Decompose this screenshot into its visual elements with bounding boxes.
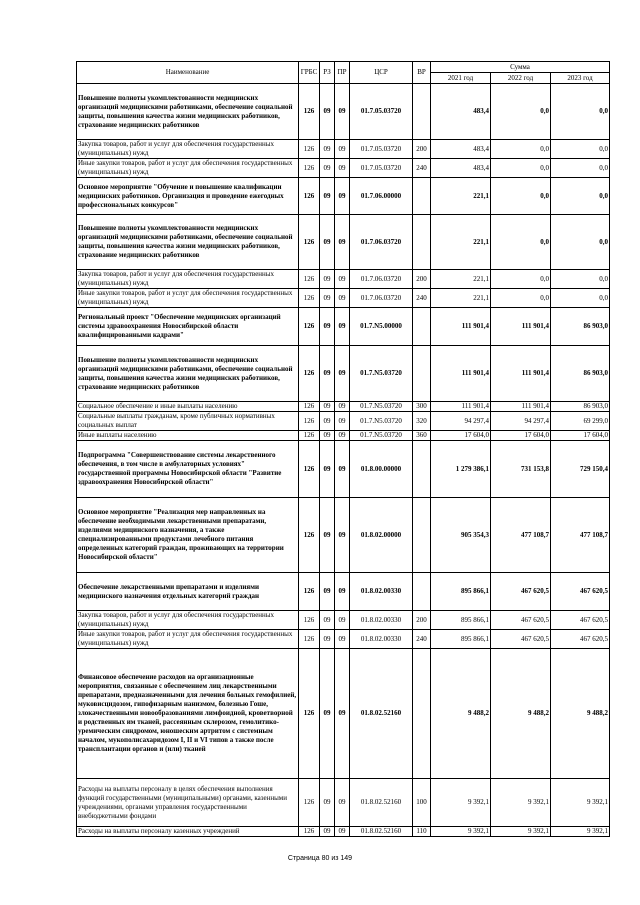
row-vr <box>413 215 431 270</box>
row-csr: 01.7.N5.03720 <box>350 346 413 402</box>
row-sum-2023: 86 903,0 <box>551 346 610 402</box>
row-pr: 09 <box>335 178 350 215</box>
row-name: Социальные выплаты гражданам, кроме публичных нормативных социальных выплат <box>77 412 299 431</box>
row-csr: 01.8.02.00330 <box>350 611 413 630</box>
row-csr: 01.8.02.52160 <box>350 779 413 827</box>
row-name: Расходы на выплаты персоналу казенных учреждений <box>77 827 299 837</box>
row-name: Повышение полноты укомплектованности медицинских организаций медицинскими работниками, обеспечение социальной защиты, повышения качества жизни медицинских работников, страхование медицинских работников <box>77 215 299 270</box>
table-row <box>77 441 610 498</box>
header-year-2023: 2023 год <box>551 73 610 84</box>
row-name: Основное мероприятие "Обучение и повышение квалификации медицинских работников. Организация и проведение ежегодных профессиональных конкурсов" <box>77 178 299 215</box>
row-csr: 01.8.02.00330 <box>350 630 413 649</box>
row-csr: 01.7.05.03720 <box>350 84 413 140</box>
row-sum-2022: 17 604,0 <box>491 431 551 441</box>
row-csr: 01.7.N5.03720 <box>350 431 413 441</box>
row-pr: 09 <box>335 159 350 178</box>
row-rz: 09 <box>320 402 335 412</box>
row-sum-2023: 0,0 <box>551 178 610 215</box>
row-sum-2022: 9 392,1 <box>491 779 551 827</box>
row-rz: 09 <box>320 441 335 498</box>
row-csr: 01.7.06.03720 <box>350 270 413 289</box>
row-sum-2021: 9 488,2 <box>431 649 491 779</box>
row-csr: 01.7.05.03720 <box>350 159 413 178</box>
row-csr: 01.8.02.52160 <box>350 827 413 837</box>
row-sum-2022: 731 153,8 <box>491 441 551 498</box>
row-sum-2021: 111 901,4 <box>431 308 491 346</box>
row-grbs: 126 <box>299 573 320 611</box>
row-sum-2021: 9 392,1 <box>431 779 491 827</box>
row-vr: 110 <box>413 827 431 837</box>
row-sum-2021: 1 279 386,1 <box>431 441 491 498</box>
row-sum-2023: 17 604,0 <box>551 431 610 441</box>
row-vr: 240 <box>413 630 431 649</box>
table-row <box>77 412 610 431</box>
row-pr: 09 <box>335 346 350 402</box>
table-row <box>77 346 610 402</box>
table-body <box>77 84 610 837</box>
row-vr: 100 <box>413 779 431 827</box>
row-pr: 09 <box>335 402 350 412</box>
row-sum-2023: 729 150,4 <box>551 441 610 498</box>
row-grbs: 126 <box>299 140 320 159</box>
row-name: Расходы на выплаты персоналу в целях обеспечения выполнения функций государственными (муниципальными) органами, казенными учреждениями, органами управления государственными внебюджетными фондами <box>77 779 299 827</box>
table-row <box>77 630 610 649</box>
row-sum-2023: 86 903,0 <box>551 308 610 346</box>
row-name: Обеспечение лекарственными препаратами и изделиями медицинского назначения отдельных категорий граждан <box>77 573 299 611</box>
row-sum-2022: 111 901,4 <box>491 402 551 412</box>
table-row <box>77 84 610 140</box>
row-pr: 09 <box>335 649 350 779</box>
row-sum-2022: 111 901,4 <box>491 346 551 402</box>
row-pr: 09 <box>335 412 350 431</box>
row-sum-2023: 9 392,1 <box>551 827 610 837</box>
row-sum-2022: 467 620,5 <box>491 630 551 649</box>
table-row <box>77 215 610 270</box>
row-csr: 01.7.05.03720 <box>350 140 413 159</box>
row-rz: 09 <box>320 649 335 779</box>
row-rz: 09 <box>320 611 335 630</box>
header-vr: ВР <box>413 62 431 84</box>
row-sum-2023: 477 108,7 <box>551 498 610 573</box>
row-pr: 09 <box>335 140 350 159</box>
row-vr <box>413 573 431 611</box>
row-sum-2021: 483,4 <box>431 140 491 159</box>
row-rz: 09 <box>320 215 335 270</box>
row-pr: 09 <box>335 827 350 837</box>
row-csr: 01.7.06.00000 <box>350 178 413 215</box>
row-sum-2022: 0,0 <box>491 270 551 289</box>
table-row <box>77 431 610 441</box>
row-sum-2023: 0,0 <box>551 270 610 289</box>
header-grbs: ГРБС <box>299 62 320 84</box>
row-sum-2021: 483,4 <box>431 84 491 140</box>
page-number: Страница 80 из 149 <box>287 855 353 862</box>
row-vr: 360 <box>413 431 431 441</box>
row-vr: 240 <box>413 289 431 308</box>
row-pr: 09 <box>335 215 350 270</box>
row-vr: 200 <box>413 270 431 289</box>
row-grbs: 126 <box>299 649 320 779</box>
row-csr: 01.8.02.00000 <box>350 498 413 573</box>
row-csr: 01.8.00.00000 <box>350 441 413 498</box>
table-row <box>77 573 610 611</box>
row-name: Иные закупки товаров, работ и услуг для обеспечения государственных (муниципальных) нужд <box>77 159 299 178</box>
row-pr: 09 <box>335 779 350 827</box>
row-grbs: 126 <box>299 178 320 215</box>
row-sum-2021: 17 604,0 <box>431 431 491 441</box>
row-sum-2021: 94 297,4 <box>431 412 491 431</box>
row-pr: 09 <box>335 573 350 611</box>
row-csr: 01.7.06.03720 <box>350 215 413 270</box>
row-grbs: 126 <box>299 402 320 412</box>
row-sum-2021: 905 354,3 <box>431 498 491 573</box>
table-row <box>77 159 610 178</box>
table-row <box>77 649 610 779</box>
row-sum-2021: 111 901,4 <box>431 402 491 412</box>
row-name: Закупка товаров, работ и услуг для обеспечения государственных (муниципальных) нужд <box>77 611 299 630</box>
row-sum-2021: 221,1 <box>431 215 491 270</box>
table-row <box>77 178 610 215</box>
row-name: Повышение полноты укомплектованности медицинских организаций медицинскими работниками, обеспечение социальной защиты, повышения качества жизни медицинских работников, страхование медицинских работников <box>77 346 299 402</box>
row-grbs: 126 <box>299 412 320 431</box>
row-grbs: 126 <box>299 159 320 178</box>
row-rz: 09 <box>320 630 335 649</box>
row-sum-2023: 0,0 <box>551 289 610 308</box>
header-sum: Сумма <box>431 62 610 73</box>
row-sum-2021: 221,1 <box>431 270 491 289</box>
row-grbs: 126 <box>299 498 320 573</box>
row-csr: 01.8.02.00330 <box>350 573 413 611</box>
row-grbs: 126 <box>299 215 320 270</box>
row-grbs: 126 <box>299 441 320 498</box>
table-header <box>77 62 610 84</box>
row-pr: 09 <box>335 289 350 308</box>
row-sum-2021: 221,1 <box>431 289 491 308</box>
table-row <box>77 270 610 289</box>
row-rz: 09 <box>320 412 335 431</box>
row-sum-2023: 467 620,5 <box>551 630 610 649</box>
row-name: Иные закупки товаров, работ и услуг для обеспечения государственных (муниципальных) нужд <box>77 289 299 308</box>
table-row <box>77 140 610 159</box>
row-name: Финансовое обеспечение расходов на организационные мероприятия, связанные с обеспечением лиц лекарственными препаратами, предназначенными для лечения больных гемофилией, муковисцидозом, гипофизарным нанизмом, болезнью Гоше, злокачественными новообразованиями лимфоидной, кроветворной и родственных им тканей, рассеянным склерозом, гемолитико-уремическим синдромом, юношеским артритом с системным началом, мукополисахаридозом I, II и VI типов а также после трансплантации органов и (или) тканей <box>77 649 299 779</box>
row-rz: 09 <box>320 84 335 140</box>
row-name: Основное мероприятие "Реализация мер направленных на обеспечение необходимыми лекарственными препаратами, изделиями медицинского назначения, а также специализированными продуктами лечебного питания определенных категорий граждан, проживающих на территории Новосибирской области" <box>77 498 299 573</box>
row-pr: 09 <box>335 308 350 346</box>
row-sum-2022: 477 108,7 <box>491 498 551 573</box>
row-sum-2022: 0,0 <box>491 289 551 308</box>
row-sum-2022: 0,0 <box>491 215 551 270</box>
row-rz: 09 <box>320 498 335 573</box>
row-rz: 09 <box>320 159 335 178</box>
row-grbs: 126 <box>299 308 320 346</box>
row-vr <box>413 308 431 346</box>
row-sum-2023: 0,0 <box>551 84 610 140</box>
row-sum-2021: 221,1 <box>431 178 491 215</box>
row-sum-2023: 9 488,2 <box>551 649 610 779</box>
row-grbs: 126 <box>299 346 320 402</box>
row-name: Иные закупки товаров, работ и услуг для обеспечения государственных (муниципальных) нужд <box>77 630 299 649</box>
row-sum-2022: 467 620,5 <box>491 573 551 611</box>
row-name: Закупка товаров, работ и услуг для обеспечения государственных (муниципальных) нужд <box>77 140 299 159</box>
header-csr: ЦСР <box>350 62 413 84</box>
row-vr <box>413 441 431 498</box>
row-rz: 09 <box>320 270 335 289</box>
row-vr <box>413 84 431 140</box>
row-sum-2022: 9 488,2 <box>491 649 551 779</box>
row-grbs: 126 <box>299 779 320 827</box>
row-rz: 09 <box>320 573 335 611</box>
row-csr: 01.7.N5.03720 <box>350 402 413 412</box>
row-sum-2021: 9 392,1 <box>431 827 491 837</box>
row-grbs: 126 <box>299 431 320 441</box>
row-sum-2023: 0,0 <box>551 140 610 159</box>
table-row <box>77 498 610 573</box>
row-vr: 240 <box>413 159 431 178</box>
row-sum-2023: 69 299,0 <box>551 412 610 431</box>
table-row <box>77 289 610 308</box>
row-sum-2023: 9 392,1 <box>551 779 610 827</box>
row-sum-2021: 895 866,1 <box>431 630 491 649</box>
row-sum-2022: 0,0 <box>491 159 551 178</box>
row-rz: 09 <box>320 431 335 441</box>
row-sum-2023: 0,0 <box>551 159 610 178</box>
row-sum-2021: 111 901,4 <box>431 346 491 402</box>
row-rz: 09 <box>320 178 335 215</box>
row-vr <box>413 498 431 573</box>
row-vr <box>413 178 431 215</box>
row-pr: 09 <box>335 498 350 573</box>
row-grbs: 126 <box>299 270 320 289</box>
table-row <box>77 402 610 412</box>
row-rz: 09 <box>320 140 335 159</box>
row-grbs: 126 <box>299 611 320 630</box>
row-name: Региональный проект "Обеспечение медицинских организаций системы здравоохранения Новосибирской области квалифицированными кадрами" <box>77 308 299 346</box>
row-name: Социальное обеспечение и иные выплаты населению <box>77 402 299 412</box>
row-sum-2021: 895 866,1 <box>431 573 491 611</box>
row-sum-2023: 467 620,5 <box>551 611 610 630</box>
row-csr: 01.7.N5.00000 <box>350 308 413 346</box>
table-row <box>77 779 610 827</box>
row-rz: 09 <box>320 827 335 837</box>
row-csr: 01.8.02.52160 <box>350 649 413 779</box>
row-grbs: 126 <box>299 827 320 837</box>
row-vr <box>413 649 431 779</box>
row-name: Иные выплаты населению <box>77 431 299 441</box>
row-vr: 200 <box>413 611 431 630</box>
table-row <box>77 308 610 346</box>
table-row <box>77 611 610 630</box>
row-sum-2022: 9 392,1 <box>491 827 551 837</box>
row-sum-2022: 111 901,4 <box>491 308 551 346</box>
row-sum-2022: 0,0 <box>491 84 551 140</box>
header-rz: РЗ <box>320 62 335 84</box>
row-vr: 300 <box>413 402 431 412</box>
row-sum-2023: 86 903,0 <box>551 402 610 412</box>
row-pr: 09 <box>335 431 350 441</box>
row-sum-2022: 0,0 <box>491 140 551 159</box>
header-year-2022: 2022 год <box>491 73 551 84</box>
row-grbs: 126 <box>299 84 320 140</box>
row-vr: 320 <box>413 412 431 431</box>
row-csr: 01.7.06.03720 <box>350 289 413 308</box>
row-sum-2022: 0,0 <box>491 178 551 215</box>
row-vr <box>413 346 431 402</box>
row-sum-2021: 895 866,1 <box>431 611 491 630</box>
row-rz: 09 <box>320 346 335 402</box>
row-grbs: 126 <box>299 630 320 649</box>
row-sum-2022: 467 620,5 <box>491 611 551 630</box>
row-name: Подпрограмма "Совершенствование системы лекарственного обеспечения, в том числе в амбулаторных условиях" государственной программы Новосибирской области "Развитие здравоохранения Новосибирской области" <box>77 441 299 498</box>
row-pr: 09 <box>335 84 350 140</box>
table-row <box>77 827 610 837</box>
row-rz: 09 <box>320 289 335 308</box>
row-grbs: 126 <box>299 289 320 308</box>
row-sum-2023: 467 620,5 <box>551 573 610 611</box>
header-name: Наименование <box>77 62 299 84</box>
row-sum-2023: 0,0 <box>551 215 610 270</box>
row-pr: 09 <box>335 441 350 498</box>
row-vr: 200 <box>413 140 431 159</box>
header-pr: ПР <box>335 62 350 84</box>
row-csr: 01.7.N5.03720 <box>350 412 413 431</box>
row-pr: 09 <box>335 270 350 289</box>
row-sum-2021: 483,4 <box>431 159 491 178</box>
header-year-2021: 2021 год <box>431 73 491 84</box>
row-pr: 09 <box>335 611 350 630</box>
budget-table <box>76 61 610 837</box>
row-pr: 09 <box>335 630 350 649</box>
row-name: Повышение полноты укомплектованности медицинских организаций медицинскими работниками, обеспечение социальной защиты, повышения качества жизни медицинских работников, страхование медицинских работников <box>77 84 299 140</box>
row-sum-2022: 94 297,4 <box>491 412 551 431</box>
row-name: Закупка товаров, работ и услуг для обеспечения государственных (муниципальных) нужд <box>77 270 299 289</box>
row-rz: 09 <box>320 308 335 346</box>
row-rz: 09 <box>320 779 335 827</box>
